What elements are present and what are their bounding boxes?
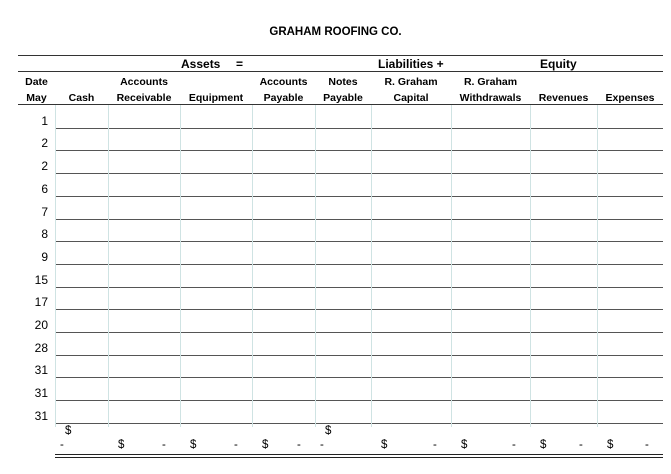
row-date: 17 [34,295,48,310]
assets-header: Assets [181,57,221,71]
col-header-revenues-2: Revenues [538,92,589,104]
col-header-withdrawals-1: R. Graham [463,76,518,88]
liabilities-header: Liabilities + [378,57,444,71]
row-date: 7 [41,204,48,219]
group-rule [18,71,663,72]
row-date: 2 [41,159,48,174]
total-equipment-value: - [234,439,238,451]
row-rule [55,355,663,356]
total-accounts-payable-symbol: $ [262,439,269,451]
col-header-date-1: Date [25,76,48,88]
row-date: 31 [34,408,48,423]
total-rule-2 [55,457,663,458]
total-cash-value: - [60,439,64,451]
row-rule [55,332,663,333]
col-divider [108,105,109,427]
row-date: 31 [34,386,48,401]
row-rule [55,377,663,378]
col-header-accounts-receivable-2: Receivable [116,92,172,104]
total-equipment-symbol: $ [190,439,197,451]
total-accounts-payable-value: - [297,439,301,451]
total-revenues-value: - [579,439,583,451]
total-capital-symbol: $ [381,439,388,451]
col-divider [55,105,56,427]
col-divider [315,105,316,427]
row-rule [55,309,663,310]
total-cash-symbol: $ [65,425,72,437]
total-accounts-receivable-value: - [162,439,166,451]
col-divider [252,105,253,427]
col-header-capital-1: R. Graham [384,76,438,88]
total-notes-payable-symbol: $ [325,425,332,437]
col-divider [180,105,181,427]
col-header-accounts-payable-1: Accounts [259,76,308,88]
col-header-accounts-payable-2: Payable [263,92,304,104]
equals-sign: = [236,57,244,71]
row-rule [55,423,663,424]
row-date: 6 [41,181,48,196]
col-header-capital-2: Capital [393,92,429,104]
total-expenses-symbol: $ [607,439,614,451]
total-expenses-value: - [645,439,649,451]
sheet-title: GRAHAM ROOFING CO. [269,26,402,38]
row-rule [55,287,663,288]
row-date: 1 [41,113,48,128]
row-date: 28 [34,340,48,355]
total-revenues-symbol: $ [540,439,547,451]
col-header-notes-payable-1: Notes [328,76,358,88]
row-date: 8 [41,227,48,242]
col-header-accounts-receivable-1: Accounts [120,76,168,88]
col-header-notes-payable-2: Payable [323,92,363,104]
row-date: 2 [41,136,48,151]
row-date: 15 [34,272,48,287]
col-divider [597,105,598,427]
col-header-date-2: May [26,92,47,104]
total-capital-value: - [433,439,437,451]
col-header-withdrawals-2: Withdrawals [459,92,522,104]
total-withdrawals-value: - [512,439,516,451]
col-header-equipment-2: Equipment [188,92,244,104]
row-rule [55,173,663,174]
col-divider [371,105,372,427]
col-divider [530,105,531,427]
row-rule [55,128,663,129]
row-date: 9 [41,249,48,264]
row-rule [55,196,663,197]
col-header-cash-2: Cash [68,92,95,104]
row-rule [55,150,663,151]
row-rule [55,264,663,265]
row-date: 31 [34,363,48,378]
row-date: 20 [34,318,48,332]
col-divider [451,105,452,427]
top-rule [18,55,663,56]
row-rule [55,400,663,401]
col-header-expenses-2: Expenses [605,92,655,104]
total-accounts-receivable-symbol: $ [118,439,125,451]
header-rule [18,104,663,105]
equity-header: Equity [540,57,577,71]
total-notes-payable-value: - [320,439,324,451]
total-withdrawals-symbol: $ [461,439,468,451]
total-rule-1 [55,454,663,455]
row-rule [55,219,663,220]
row-rule [55,241,663,242]
